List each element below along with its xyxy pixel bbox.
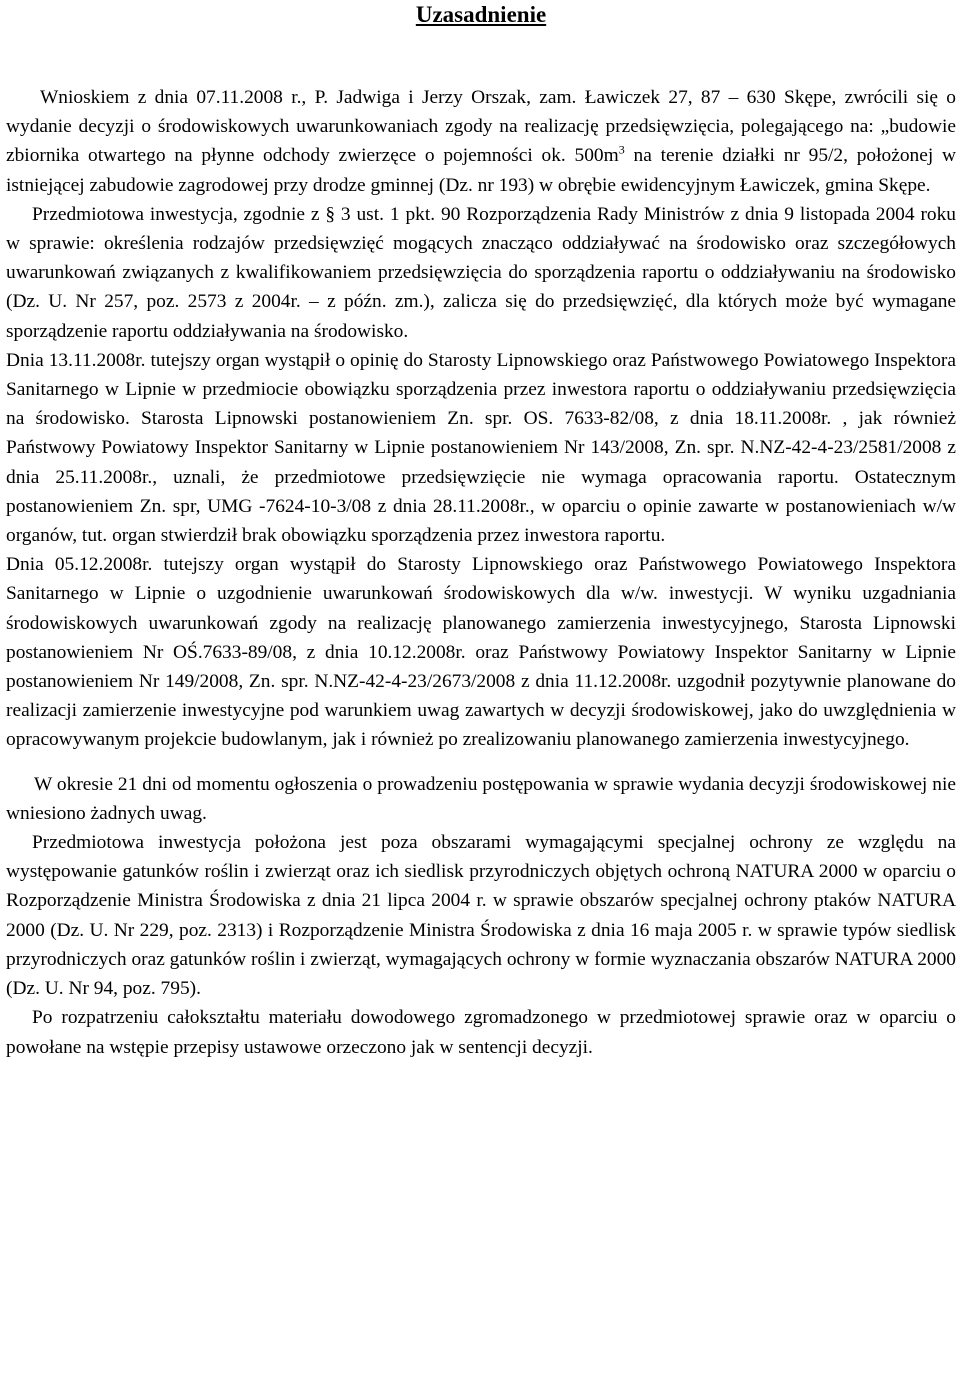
document-title: Uzasadnienie [415,2,547,27]
paragraph-application [6,83,956,200]
paragraph-conclusion: Po rozpatrzeniu całokształtu materiału dowodowego zgromadzonego w przedmiotowej sprawie oraz w oparciu o powołane na wstępie przepisy ustawowe orzeczono jak w sentencji decyzji. [6,1007,956,1058]
paragraph-application-text-cont: na terenie działki nr 95/2, położonej w istniejącej zabudowie zagrodowej przy drodze gminnej (Dz. nr 193) w obrębie ewidencyjnym Ławiczek, gmina Skępe. [6,145,956,196]
paragraph-no-comments: W okresie 21 dni od momentu ogłoszenia o prowadzeniu postępowania w sprawie wydania decyzji środowiskowej nie wniesiono żadnych uwag. [6,773,956,824]
paragraph-agreement: Dnia 05.12.2008r. tutejszy organ wystąpił do Starosty Lipnowskiego oraz Państwowego Powiatowego Inspektora Sanitarnego w Lipnie o uzgodnienie uwarunkowań środowiskowych dla w/w. inwestycji. W wyniku uzgadniania środowiskowych uwarunkowań zgody na realizację planowanego zamierzenia inwestycyjnego, Starosta Lipnowski postanowieniem Nr OŚ.7633-89/08, z dnia 10.12.2008r. oraz Państwowy Powiatowy Inspektor Sanitarny w Lipnie postanowieniem Nr 149/2008, Zn. spr. N.NZ-42-4-23/2673/2008 z dnia 11.12.2008r. uzgodnił pozytywnie planowane do realizacji zamierzenie inwestycyjne pod warunkiem uwag zawartych w decyzji środowiskowej, jako do uwzględnienia w opracowywanym projekcie budowlanym, jak i również po zrealizowaniu planowanego zamierzenia inwestycyjnego. [6,554,956,751]
paragraph-application-text: Wnioskiem z dnia 07.11.2008 r., P. Jadwiga i Jerzy Orszak, zam. Ławiczek 27, 87 – 630 Skępe, zwrócili się o wydanie decyzji o środowiskowych uwarunkowaniach zgody na realizację przedsięwzięcia, polegającego na: „budowie zbiornika otwartego na płynne odchody zwierzęce o pojemności ok. 500m [6,87,956,167]
paragraph-regulation: Przedmiotowa inwestycja, zgodnie z § 3 ust. 1 pkt. 90 Rozporządzenia Rady Ministrów z dnia 9 listopada 2004 roku w sprawie: określenia rodzajów przedsięwzięć mogących znacząco oddziaływać na środowisko oraz szczegółowych uwarunkowań związanych z kwalifikowaniem przedsięwzięcia do sporządzenia raportu o oddziaływaniu na środowisko (Dz. U. Nr 257, poz. 2573 z 2004r. – z późn. zm.), zalicza się do przedsięwzięć, dla których może być wymagane sporządzenie raportu oddziaływania na środowisko. [6,203,956,342]
cubic-superscript: 3 [618,142,625,157]
paragraph-opinion-request: Dnia 13.11.2008r. tutejszy organ wystąpił o opinię do Starosty Lipnowskiego oraz Państwowego Powiatowego Inspektora Sanitarnego w Lipnie w przedmiocie obowiązku sporządzenia przez inwestora raportu o oddziaływaniu przedsięwzięcia na środowisko. Starosta Lipnowski postanowieniem Zn. spr. OS. 7633-82/08, z dnia 18.11.2008r. , jak również Państwowy Powiatowy Inspektor Sanitarny w Lipnie postanowieniem Nr 143/2008, Zn. spr. N.NZ-42-4-23/2581/2008 z dnia 25.11.2008r., uznali, że przedmiotowe przedsięwzięcie nie wymaga opracowania raportu. Ostatecznym postanowieniem Zn. spr, UMG -7624-10-3/08 z dnia 28.11.2008r., w oparciu o opinie zawarte w postanowieniach w/w organów, tut. organ stwierdził brak obowiązku sporządzenia przez inwestora raportu. [6,349,956,547]
paragraph-natura-2000: Przedmiotowa inwestycja położona jest poza obszarami wymagającymi specjalnej ochrony ze względu na występowanie gatunków roślin i zwierząt oraz ich siedlisk przyrodniczych objętych ochroną NATURA 2000 w oparciu o Rozporządzenie Ministra Środowiska z dnia 21 lipca 2004 r. w sprawie obszarów specjalnej ochrony ptaków NATURA 2000 (Dz. U. Nr 229, poz. 2313) i Rozporządzenie Ministra Środowiska z dnia 16 maja 2005 r. w sprawie typów siedlisk przyrodniczych oraz gatunków roślin i zwierząt, wymagających ochrony w formie wyznaczania obszarów NATURA 2000 (Dz. U. Nr 94, poz. 795). [6,832,956,1000]
document-page [6,0,956,1062]
